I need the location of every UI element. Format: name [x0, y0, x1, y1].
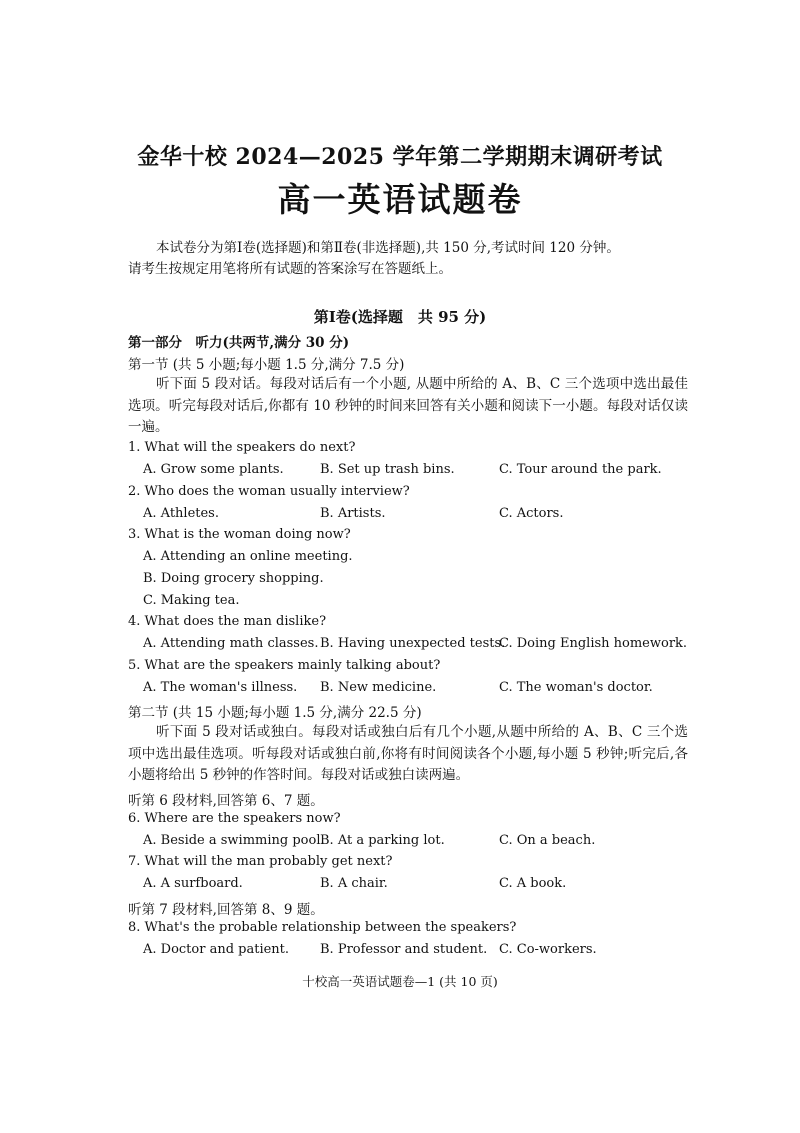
option-c: C. Tour around the park.: [499, 462, 662, 477]
question-stem: 4. What does the man dislike?: [128, 614, 327, 629]
option-b: B. Artists.: [320, 506, 386, 521]
sec2-instructions: 听下面 5 段对话或独白。每段对话或独白后有几个小题,从题中所给的 A、B、C 三个选项中选出最佳选项。听每段对话或独白前,你将有时间阅读各个小题,每小题 5 秒钟;听完后,各小题将给出 5 秒钟的作答时间。每段对话或独白读两遍。: [128, 724, 688, 783]
question-stem: 1. What will the speakers do next?: [128, 440, 356, 455]
option-c: C. Actors.: [499, 506, 564, 521]
option-c: C. On a beach.: [499, 833, 596, 848]
page-footer: 十校高一英语试题卷—1 (共 10 页): [302, 974, 498, 989]
option-a: A. Attending an online meeting.: [143, 549, 353, 564]
exam-intro: [128, 238, 688, 280]
exam-subtitle: 高一英语试题卷: [277, 180, 523, 219]
volume-heading: 第Ⅰ卷(选择题 共 95 分): [313, 308, 487, 326]
question-stem: 3. What is the woman doing now?: [128, 527, 351, 542]
question-stem: 8. What's the probable relationship between the speakers?: [128, 920, 517, 935]
option-c: C. A book.: [499, 876, 567, 891]
intro-line-2: 请考生按规定用笔将所有试题的答案涂写在答题纸上。: [128, 261, 452, 277]
question-stem: 6. Where are the speakers now?: [128, 811, 341, 826]
intro-line-1: 本试卷分为第Ⅰ卷(选择题)和第Ⅱ卷(非选择题),共 150 分,考试时间 120 分钟。: [156, 240, 620, 256]
material-note: 听第 7 段材料,回答第 8、9 题。: [128, 902, 324, 918]
option-a: A. The woman's illness.: [143, 680, 298, 695]
section-title: 第一部分 听力(共两节,满分 30 分): [128, 335, 350, 351]
option-a: A. A surfboard.: [143, 876, 243, 891]
option-b: B. A chair.: [320, 876, 388, 891]
question-stem: 5. What are the speakers mainly talking about?: [128, 658, 441, 673]
sec1-instructions: 听下面 5 段对话。每段对话后有一个小题, 从题中所给的 A、B、C 三个选项中选出最佳选项。听完每段对话后,你都有 10 秒钟的时间来回答有关小题和阅读下一小题。每段对话仅读一遍。: [128, 376, 688, 435]
option-a: A. Doctor and patient.: [143, 942, 290, 957]
option-a: A. Beside a swimming pool.: [143, 833, 325, 848]
question-stem: 2. Who does the woman usually interview?: [128, 484, 410, 499]
option-c: C. Doing English homework.: [499, 636, 688, 651]
option-c: C. The woman's doctor.: [499, 680, 653, 695]
sec1-title: 第一节 (共 5 小题;每小题 1.5 分,满分 7.5 分): [128, 357, 405, 373]
option-b: B. Set up trash bins.: [320, 462, 455, 477]
option-a: A. Attending math classes.: [143, 636, 319, 651]
option-c: C. Making tea.: [143, 593, 240, 608]
question-stem: 7. What will the man probably get next?: [128, 854, 393, 869]
exam-title: 金华十校 2024—2025 学年第二学期期末调研考试: [137, 144, 663, 170]
option-b: B. Professor and student.: [320, 942, 488, 957]
option-a: A. Grow some plants.: [143, 462, 284, 477]
option-a: A. Athletes.: [143, 506, 219, 521]
sec2-title: 第二节 (共 15 小题;每小题 1.5 分,满分 22.5 分): [128, 705, 422, 721]
option-c: C. Co-workers.: [499, 942, 597, 957]
option-b: B. Having unexpected tests.: [320, 636, 506, 651]
option-b: B. New medicine.: [320, 680, 437, 695]
option-b: B. Doing grocery shopping.: [143, 571, 324, 586]
option-b: B. At a parking lot.: [320, 833, 445, 848]
material-note: 听第 6 段材料,回答第 6、7 题。: [128, 793, 324, 809]
